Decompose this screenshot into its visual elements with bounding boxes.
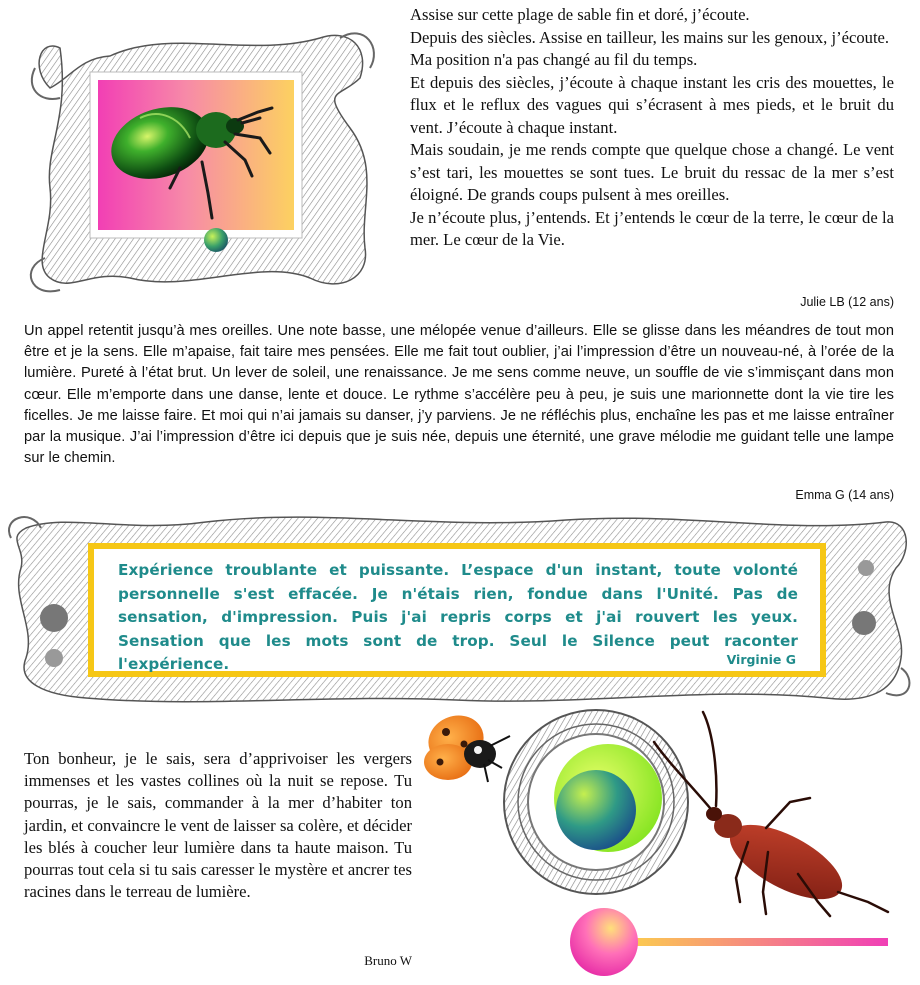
stone-ring-insects-illustration	[418, 702, 908, 982]
poem-line: Je n’écoute plus, j’entends. Et j’entends le cœur de la terre, le cœur de la mer. Le cœur de la Vie.	[410, 207, 894, 249]
prose-emma: Un appel retentit jusqu’à mes oreilles. Une note basse, une mélopée venue d’ailleurs. Elle se glisse dans les méandres de tout mon être et je la sens. Elle m’apaise, fait taire mes pensées. Elle me fait tout oublier, j’ai l’impression d’être un nouveau-né, à l’orée de la lumière. Pureté à l’état brut. Un lever de soleil, une renaissance. Je me sens comme neuve, un souffle de vie s’immisçant dans mon cœur. Elle m’emporte dans une danse, lente et douce. Le rythme s’accélère peu à peu, je suis une marionnette dont la vie tire les ficelles. Je me laisse faire. Et moi qui n’ai jamais su danser, j’y parviens. Je ne réfléchis plus, enchaîne les pas et me laisse entraîner par la musique. J’ai l’impression d’être ici depuis que je suis née, depuis une éternité, une grave mélodie me guidant telle une lampe sur le chemin.	[24, 323, 894, 467]
poem-julie	[410, 4, 894, 252]
poem-line: Mais soudain, je me rends compte que quelque chose a changé. Le vent s’est tari, les mouettes se sont tues. Le bruit du ressac de la mer s’est éloigné. De grands coups pulsent à mes oreilles.	[410, 140, 894, 204]
author-bruno: Bruno W	[364, 953, 412, 968]
author-virginie: Virginie G	[726, 652, 796, 667]
quote-virginie: Expérience troublante et puissante. L’espace d'un instant, toute volonté personnelle s'est effacée. Je n'étais rien, fondue dans l'Unité. Pas de sensation, d'impression. Puis j'ai repris corps et j'ai rouvert les yeux. Sensation que les mots sont de trop. Seul le Silence peut raconter l'expérience.	[118, 561, 798, 673]
poem-line: Assise sur cette plage de sable fin et doré, j’écoute.	[410, 5, 750, 24]
author-julie: Julie LB (12 ans)	[800, 295, 894, 309]
poem-line: Ma position n'a pas changé au fil du temps.	[410, 50, 698, 69]
beetle-scroll-illustration	[20, 8, 388, 300]
author-emma: Emma G (14 ans)	[795, 488, 894, 502]
poem-line: Depuis des siècles. Assise en tailleur, les mains sur les genoux, j’écoute.	[410, 27, 890, 47]
poem-line: Et depuis des siècles, j’écoute à chaque instant les cris des mouettes, le flux et le reflux des vagues qui s’écrasent à mes pieds, et le bruit du vent. J’écoute à chaque instant.	[410, 72, 894, 137]
poem-bruno: Ton bonheur, je le sais, sera d’apprivoiser les vergers immenses et les vastes collines où la nuit se repose. Tu pourras, je le sais, commander à la mer d’habiter ton jardin, et convaincre le vent de laisser sa colère, et décider les blés à coucher leur lumière dans ta haute maison. Tu pourras tout cela si tu sais caresser le mystère et ancrer tes racines dans le terreau de lumière.	[24, 749, 412, 902]
